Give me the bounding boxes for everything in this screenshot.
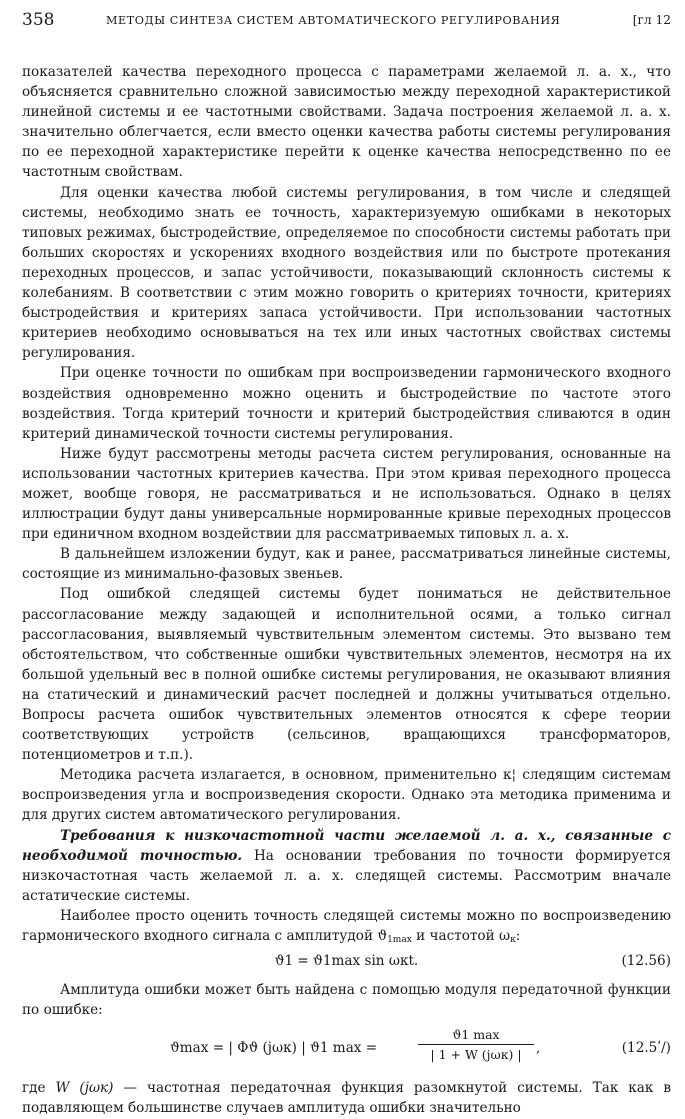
paragraph-9-mid: и частотой [411, 928, 499, 945]
formula-12-57-fraction [418, 1026, 534, 1065]
frequency-symbol [499, 928, 516, 944]
fraction-numerator: ϑ1 max [418, 1026, 534, 1045]
formula-12-57 [22, 1026, 671, 1070]
paragraph-5: В дальнейшем изложении будут, как и ранее, рассматриваться линейные системы, состоящие из минимально-фазовых звеньев. [22, 546, 671, 583]
formula-12-56 [22, 950, 671, 972]
paragraph-3: При оценке точности по ошибкам при воспроизведении гармонического входного воздействия одновременно можно оценить и быстродействие по частоте этого воздействия. Тогда критерий точности и критерий быстродействия сливаются в один критерий динамической точности системы регулирования. [22, 365, 671, 442]
paragraph-11-where: где [22, 1080, 56, 1097]
theta-symbol: ϑ [377, 928, 388, 945]
paragraph-11 [22, 1078, 671, 1118]
transfer-function-symbol: W (jωк) [55, 1080, 114, 1097]
amplitude-symbol [377, 928, 411, 944]
paragraph-8-text: На основании требования по точности формируется низкочастотная часть желаемой л. а. х. следящей системы. Рассмотрим вначале астатические системы. [22, 847, 671, 904]
paragraph-8 [22, 826, 671, 906]
formula-12-57-lhs: ϑmax = | Φϑ (jωк) | ϑ1 max = [170, 1040, 378, 1057]
omega-subscript: к [510, 935, 516, 946]
paragraph-2: Для оценки качества любой системы регулирования, в том числе и следящей системы, необходимо знать ее точность, характеризуемую ошибками в некоторых типовых режимах, быстродействие, определяемое по способности системы работать при больших скоростях и ускорениях входного воздействия или по быстроте протекания переходных процессов, и запас устойчивости, показывающий склонность системы к колебаниям. В соответствии с этим можно говорить о критериях точности, критериях быстродействия и критериях запаса устойчивости. При использовании частотных критериев необходимо основываться на тех или иных частотных свойствах системы регулирования. [22, 184, 671, 362]
chapter-marker: [гл 12 [632, 13, 671, 27]
equation-number-12-56: (12.56) [621, 953, 671, 970]
paragraph-4: Ниже будут рассмотрены методы расчета систем регулирования, основанные на использовании частотных критериев качества. При этом кривая переходного процесса может, вообще говоря, не рассматриваться и не использоваться. Однако в целях иллюстрации будут даны универсальные нормированные кривые переходных процессов при единичном входном воздействии для рассматриваемых типовых л. а. х. [22, 445, 671, 543]
running-title: МЕТОДЫ СИНТЕЗА СИСТЕМ АВТОМАТИЧЕСКОГО РЕГУЛИРОВАНИЯ [106, 14, 561, 27]
paragraph-1: показателей качества переходного процесса с параметрами желаемой л. а. х., что объясняется сравнительно сложной зависимостью между переходной характеристикой линейной системы и ее частотными свойствами. Задача построения желаемой л. а. х. значительно облегчается, если вместо оценки качества работы системы регулирования по ее переходной характеристике перейти к оценке качества непосредственно по ее частотным свойствам. [22, 64, 671, 181]
paragraph-10: Амплитуда ошибки может быть найдена с помощью модуля передаточной функции по ошибке: [22, 982, 671, 1019]
formula-12-56-expression: ϑ1 = ϑ1max sin ωкt. [274, 953, 419, 970]
page-body [22, 62, 671, 1119]
paragraph-9-end: : [515, 928, 521, 945]
paragraph-6: Под ошибкой следящей системы будет пониматься не действительное рассогласование между задающей и исполнительной осями, а только сигнал рассогласования, выявляемый чувствительным элементом системы. Это вызвано тем обстоятельством, что собственные ошибки чувствительных элементов, несмотря на их большой удельный вес в полной ошибке системы регулирования, не оказывают влияния на статический и динамический расчет последней и должны учитываться отдельно. Вопросы расчета ошибок чувствительных элементов относятся к сфере теории соответствующих устройств (сельсинов, вращающихся трансформаторов, потенциометров и т.п.). [22, 586, 671, 764]
omega-symbol: ω [498, 928, 511, 945]
page-header [22, 10, 671, 32]
paragraph-9-start: Наиболее просто оценить точность следящей системы можно по воспроизведению гармонического входного сигнала с амплитудой [22, 907, 671, 945]
formula-comma: , [536, 1040, 541, 1057]
equation-number-12-57: (12.5ʹ/) [621, 1040, 671, 1057]
fraction-denominator: | 1 + W (jωк) | [430, 1047, 522, 1063]
section-heading: Требования к низкочастотной части желаемой л. а. х., связанные с необходимой точностью. [22, 827, 671, 864]
paragraph-9 [22, 906, 671, 946]
paragraph-7: Методика расчета излагается, в основном, применительно к¦ следящим системам воспроизведения угла и воспроизведения скорости. Однако эта методика применима и для других систем автоматического регулирования. [22, 767, 671, 824]
theta-subscript: 1max [387, 935, 412, 946]
paragraph-11-text: — частотная передаточная функция разомкнутой системы. Так как в подавляющем большинстве случаев амплитуда ошибки значительно [22, 1080, 671, 1117]
page-number: 358 [22, 10, 55, 30]
